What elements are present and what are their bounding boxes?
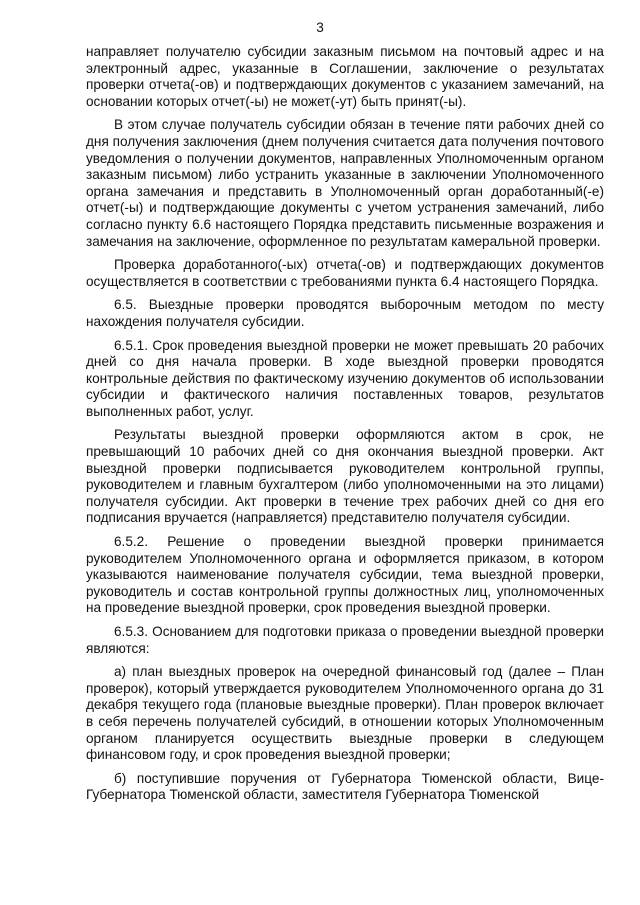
paragraph: Результаты выездной проверки оформляются актом в срок, не превышающий 10 рабочих дней со дня окончания выездной проверки. Акт выездной проверки подписывается руководителем контрольной группы, руководителем и главным бухгалтером (либо уполномоченными на это лицами) получателя субсидии. Акт проверки в течение трех рабочих дней со дня его подписания вручается (направляется) представителю получателя субсидии. [86, 427, 604, 526]
document-body [86, 44, 604, 811]
paragraph: а) план выездных проверок на очередной финансовый год (далее – План проверок), который утверждается руководителем Уполномоченного органа до 31 декабря текущего года (плановые выездные проверки). План проверок включает в себя перечень получателей субсидий, в отношении которых Уполномоченным органом планируется осуществить выездные проверки в следующем финансовом году, и срок проведения выездной проверки; [86, 664, 604, 763]
paragraph: 6.5.2. Решение о проведении выездной проверки принимается руководителем Уполномоченного органа и оформляется приказом, в котором указываются наименование получателя субсидии, тема выездной проверки, руководитель и состав контрольной группы должностных лиц, уполномоченных на проведение выездной проверки, срок проведения выездной проверки. [86, 534, 604, 616]
paragraph: 6.5.3. Основанием для подготовки приказа о проведении выездной проверки являются: [86, 624, 604, 656]
paragraph: б) поступившие поручения от Губернатора Тюменской области, Вице-Губернатора Тюменской области, заместителя Губернатора Тюменской [86, 770, 604, 803]
paragraph: направляет получателю субсидии заказным письмом на почтовый адрес и на электронный адрес, указанные в Соглашении, заключение о результатах проверки отчета(-ов) и подтверждающих документов с указанием замечаний, на основании которых отчет(-ы) не может(-ут) быть принят(-ы). [86, 44, 604, 109]
paragraph: В этом случае получатель субсидии обязан в течение пяти рабочих дней со дня получения заключения (днем получения считается дата получения почтового уведомления о получении документов, направленных Уполномоченным органом заказным письмом) либо устранить указанные в заключении Уполномоченного органа замечания и представить в Уполномоченный орган доработанный(-е) отчет(-ы) и подтверждающие документы с учетом устранения замечаний, либо согласно пункту 6.6 настоящего Порядка представить письменные возражения и замечания на заключение, оформленное по результатам камеральной проверки. [86, 117, 604, 249]
paragraph: Проверка доработанного(-ых) отчета(-ов) и подтверждающих документов осуществляется в соответствии с требованиями пункта 6.4 настоящего Порядка. [86, 257, 604, 289]
page-number: 3 [316, 20, 324, 35]
paragraph: 6.5.1. Срок проведения выездной проверки не может превышать 20 рабочих дней со дня начала проверки. В ходе выездной проверки проводятся контрольные действия по фактическому изучению документов об использовании субсидии и фактического наличия поставленных товаров, результатов выполненных работ, услуг. [86, 337, 604, 419]
paragraph: 6.5. Выездные проверки проводятся выборочным методом по месту нахождения получателя субсидии. [86, 297, 604, 329]
